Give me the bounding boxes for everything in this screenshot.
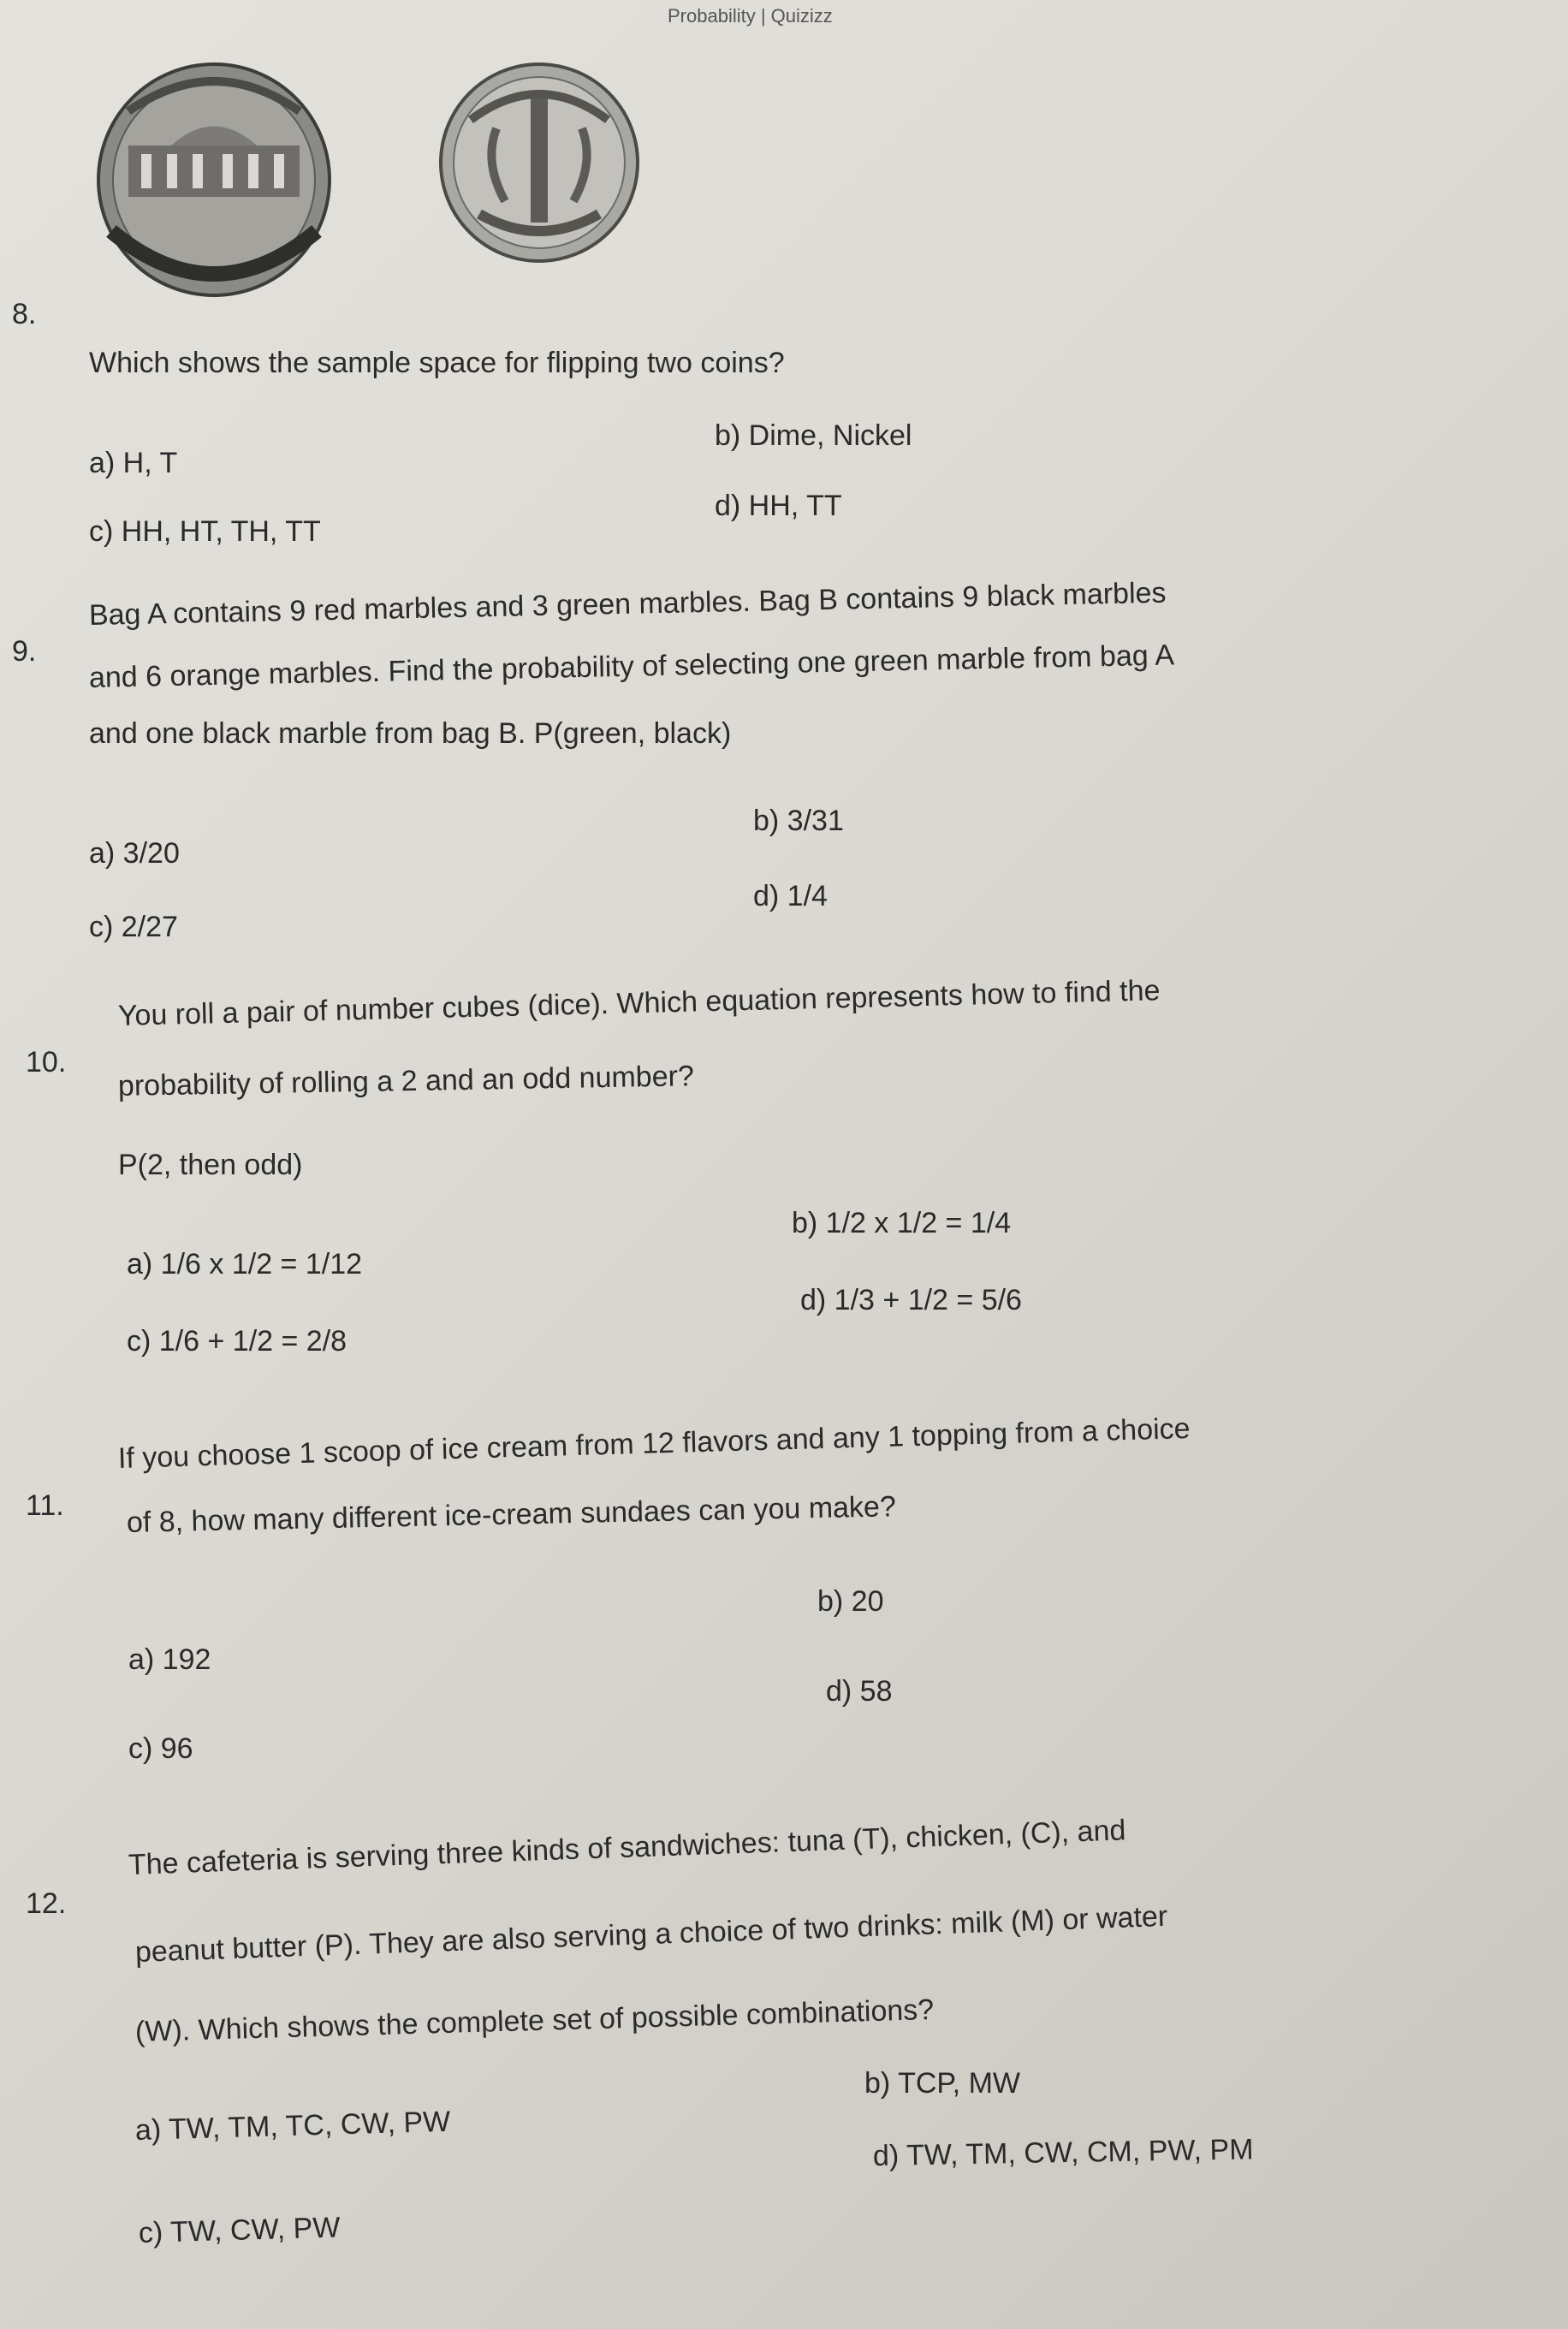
q11-option-d[interactable]: d) 58 — [826, 1675, 893, 1708]
q12-option-a[interactable]: a) TW, TM, TC, CW, PW — [134, 2105, 451, 2147]
q12-option-d[interactable]: d) TW, TM, CW, CM, PW, PM — [872, 2133, 1254, 2172]
q12-number: 12. — [26, 1887, 67, 1920]
dime-coin-image — [441, 64, 638, 261]
q12-line-2: peanut butter (P). They are also serving a choice of two drinks: milk (M) or water — [134, 1899, 1168, 1969]
q9-option-c[interactable]: c) 2/27 — [89, 911, 178, 943]
q10-option-d[interactable]: d) 1/3 + 1/2 = 5/6 — [800, 1284, 1022, 1316]
q8-number: 8. — [12, 298, 37, 330]
q8-option-c[interactable]: c) HH, HT, TH, TT — [89, 515, 321, 548]
q10-line-3: P(2, then odd) — [118, 1149, 303, 1181]
q9-line-1: Bag A contains 9 red marbles and 3 green marbles. Bag B contains 9 black marbles — [88, 576, 1167, 632]
q10-option-a[interactable]: a) 1/6 x 1/2 = 1/12 — [127, 1248, 363, 1280]
q9-line-2: and 6 orange marbles. Find the probability of selecting one green marble from bag A — [88, 639, 1175, 694]
nickel-coin-image — [98, 64, 330, 295]
q10-line-2: probability of rolling a 2 and an odd number? — [117, 1060, 695, 1102]
coins-image — [94, 60, 693, 308]
q8-option-b[interactable]: b) Dime, Nickel — [715, 419, 912, 452]
q9-line-3: and one black marble from bag B. P(green, black) — [89, 717, 732, 750]
q9-number: 9. — [12, 635, 37, 668]
q9-option-b[interactable]: b) 3/31 — [753, 805, 844, 837]
q12-option-c[interactable]: c) TW, CW, PW — [138, 2211, 341, 2249]
q11-option-b[interactable]: b) 20 — [817, 1585, 884, 1618]
q8-question: Which shows the sample space for flipping two coins? — [89, 347, 785, 379]
q11-line-2: of 8, how many different ice-cream sundaes can you make? — [126, 1490, 897, 1539]
q10-option-b[interactable]: b) 1/2 x 1/2 = 1/4 — [792, 1207, 1012, 1239]
q11-option-a[interactable]: a) 192 — [128, 1643, 211, 1676]
q10-number: 10. — [26, 1046, 67, 1078]
q9-option-a[interactable]: a) 3/20 — [89, 837, 180, 870]
q12-option-b[interactable]: b) TCP, MW — [864, 2067, 1020, 2100]
q11-number: 11. — [26, 1489, 64, 1522]
page-header: Probability | Quizizz — [668, 5, 833, 27]
q11-line-1: If you choose 1 scoop of ice cream from 12 flavors and any 1 topping from a choice — [117, 1412, 1191, 1475]
q12-line-1: The cafeteria is serving three kinds of sandwiches: tuna (T), chicken, (C), and — [128, 1814, 1126, 1881]
q8-option-a[interactable]: a) H, T — [89, 447, 178, 479]
q9-option-d[interactable]: d) 1/4 — [753, 880, 828, 912]
q10-line-1: You roll a pair of number cubes (dice). Which equation represents how to find the — [117, 974, 1161, 1032]
q11-option-c[interactable]: c) 96 — [128, 1732, 193, 1765]
q8-option-d[interactable]: d) HH, TT — [715, 490, 842, 522]
q12-line-3: (W). Which shows the complete set of possible combinations? — [134, 1993, 935, 2048]
q10-option-c[interactable]: c) 1/6 + 1/2 = 2/8 — [127, 1325, 347, 1358]
